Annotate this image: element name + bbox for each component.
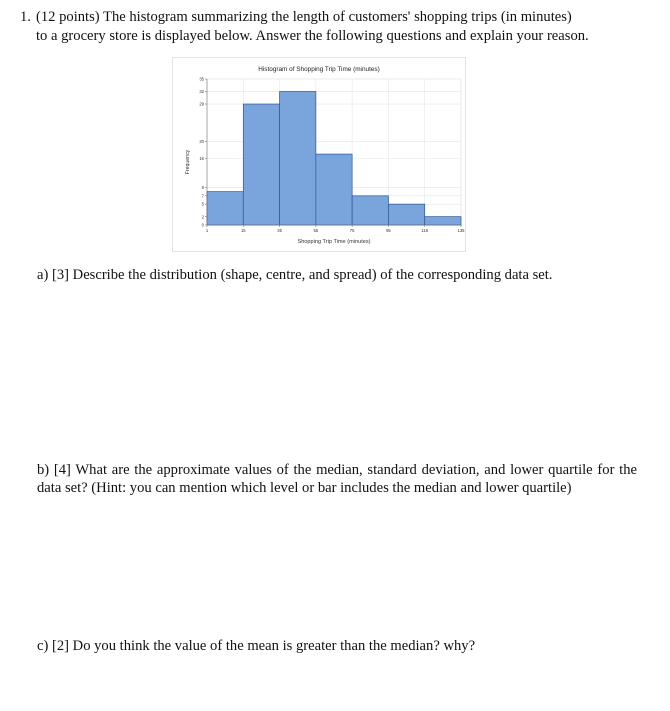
- part-c-question: c) [2] Do you think the value of the mean is greater than the median? why?: [37, 638, 476, 654]
- question-intro-line2: to a grocery store is displayed below. Answer the following questions and explain your reason.: [36, 28, 589, 44]
- y-tick-label-5: 16: [199, 155, 204, 161]
- part-a-question: a) [3] Describe the distribution (shape, centre, and spread) of the corresponding data set.: [37, 267, 553, 283]
- y-axis-label: Frequency: [185, 149, 191, 175]
- y-tick-label-9: 35: [199, 76, 204, 82]
- y-tick-label-3: 7: [201, 193, 204, 199]
- y-tick-label-0: 0: [201, 222, 204, 228]
- histogram-bar-1: [207, 192, 243, 225]
- histogram-svg: [173, 58, 465, 251]
- y-tick-label-7: 29: [199, 101, 204, 107]
- x-tick-label-6: 115: [421, 228, 429, 233]
- histogram-bar-6: [388, 204, 424, 225]
- x-tick-label-2: 35: [277, 228, 282, 233]
- question-number: 1.: [20, 9, 31, 25]
- y-tick-label-2: 5: [201, 201, 204, 207]
- y-tick-label-4: 9: [201, 185, 204, 191]
- x-tick-label-5: 95: [386, 228, 391, 233]
- histogram-bar-5: [352, 196, 388, 225]
- question-intro-line1: [20, 8, 642, 27]
- y-tick-label-1: 2: [201, 214, 204, 220]
- x-tick-label-1: 15: [240, 228, 246, 233]
- x-tick-label-3: 55: [313, 228, 319, 233]
- y-tick-label-8: 32: [199, 89, 204, 95]
- question-intro: [20, 8, 642, 46]
- histogram-chart: [172, 57, 466, 252]
- histogram-bar-4: [316, 154, 352, 225]
- x-axis-label: Shopping Trip Time (minutes): [297, 239, 371, 245]
- part-b-question: b) [4] What are the approximate values of the median, standard deviation, and lower quartile for the data set? (Hint: you can mention which level or bar includes the median and lower quartile): [37, 462, 637, 496]
- x-tick-label-7: 135: [457, 228, 465, 233]
- histogram-bar-2: [243, 104, 279, 225]
- chart-title: Histogram of Shopping Trip Time (minutes): [258, 66, 380, 73]
- question-intro-text1: (12 points) The histogram summarizing the length of customers' shopping trips (in minutes): [36, 9, 572, 25]
- histogram-bar-7: [425, 217, 461, 225]
- y-tick-label-6: 20: [199, 139, 204, 145]
- x-tick-label-4: 75: [349, 228, 355, 233]
- x-tick-label-0: 1: [205, 228, 209, 233]
- histogram-bar-3: [280, 92, 316, 225]
